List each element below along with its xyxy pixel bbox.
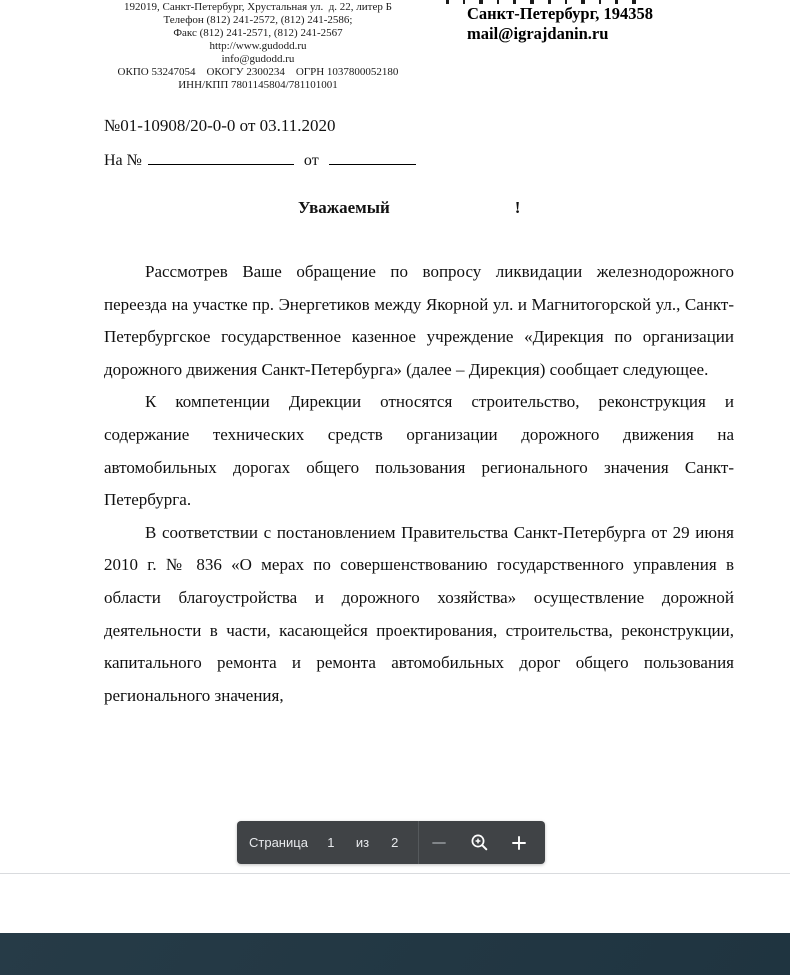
current-page-input[interactable]: 1	[327, 835, 335, 850]
sender-inn-line: ИНН/КПП 7801145804/781101001	[178, 79, 338, 91]
sender-address-line: 192019, Санкт-Петербург, Хрустальная ул. д. 22, литер Б	[124, 1, 392, 13]
body-paragraph-2: К компетенции Дирекции относятся строительство, реконструкция и содержание технических средств организации дорожного движения на автомобильных дорогах общего пользования регионального значения Санкт-Петербурга.	[104, 392, 734, 510]
preview-bottom-divider	[0, 873, 790, 874]
site-footer-strip	[0, 933, 790, 975]
sender-fax-line: Факс (812) 241-2571, (812) 241-2567	[173, 27, 343, 39]
sender-website-line: http://www.gudodd.ru	[209, 40, 307, 52]
sender-requisites-block	[88, 1, 428, 92]
outgoing-reference-line: №01-10908/20-0-0 от 03.11.2020	[104, 116, 336, 135]
sender-email-line: info@gudodd.ru	[221, 53, 295, 65]
zoom-in-button[interactable]	[499, 821, 539, 864]
salutation-greeting: Уважаемый	[298, 198, 390, 217]
zoom-fit-icon	[470, 833, 489, 852]
reply-date-blank	[329, 148, 416, 165]
recipient-city-line: Санкт-Петербург, 194358	[467, 4, 653, 23]
zoom-out-icon	[430, 834, 448, 852]
letter-body	[104, 256, 734, 712]
salutation-line	[104, 198, 734, 218]
pdf-viewer-toolbar	[237, 821, 545, 864]
recipient-email-line: mail@igrajdanin.ru	[467, 23, 609, 43]
salutation-punctuation: !	[514, 198, 521, 217]
zoom-fit-button[interactable]	[459, 821, 499, 864]
page-label: Страница	[249, 835, 308, 850]
body-paragraph-3: В соответствии с постановлением Правительства Санкт-Петербурга от 29 июня 2010 г. № 836 «О мерах по совершенствованию государственного управления в области благоустройства и дорожного хозяйства» осуществление дорожной деятельности в части, касающейся проектирования, строительства, реконструкции, капитального ремонта и ремонта автомобильных дорог общего пользования регионального значения,	[104, 522, 734, 705]
reply-reference-label: На №	[104, 152, 142, 169]
zoom-out-button[interactable]	[419, 821, 459, 864]
reply-date-label: от	[303, 152, 319, 169]
body-paragraph-1: Рассмотрев Ваше обращение по вопросу ликвидации железнодорожного переезда на участке пр. Энергетиков между Якорной ул. и Магнитогорской ул., Санкт-Петербургское государственное казенное учреждение «Дирекция по организации дорожного движения Санкт-Петербурга» (далее – Дирекция) сообщает следующее.	[104, 262, 734, 379]
recipient-block	[467, 4, 653, 43]
sender-phone-line: Телефон (812) 241-2572, (812) 241-2586;	[163, 14, 353, 26]
page-of-label: из	[355, 835, 370, 850]
reply-reference-row	[104, 148, 416, 170]
total-pages: 2	[391, 835, 399, 850]
zoom-in-icon	[510, 834, 528, 852]
reply-number-blank	[148, 148, 294, 165]
sender-okpo-line: ОКПО 53247054 ОКОГУ 2300234 ОГРН 1037800052180	[117, 66, 399, 78]
